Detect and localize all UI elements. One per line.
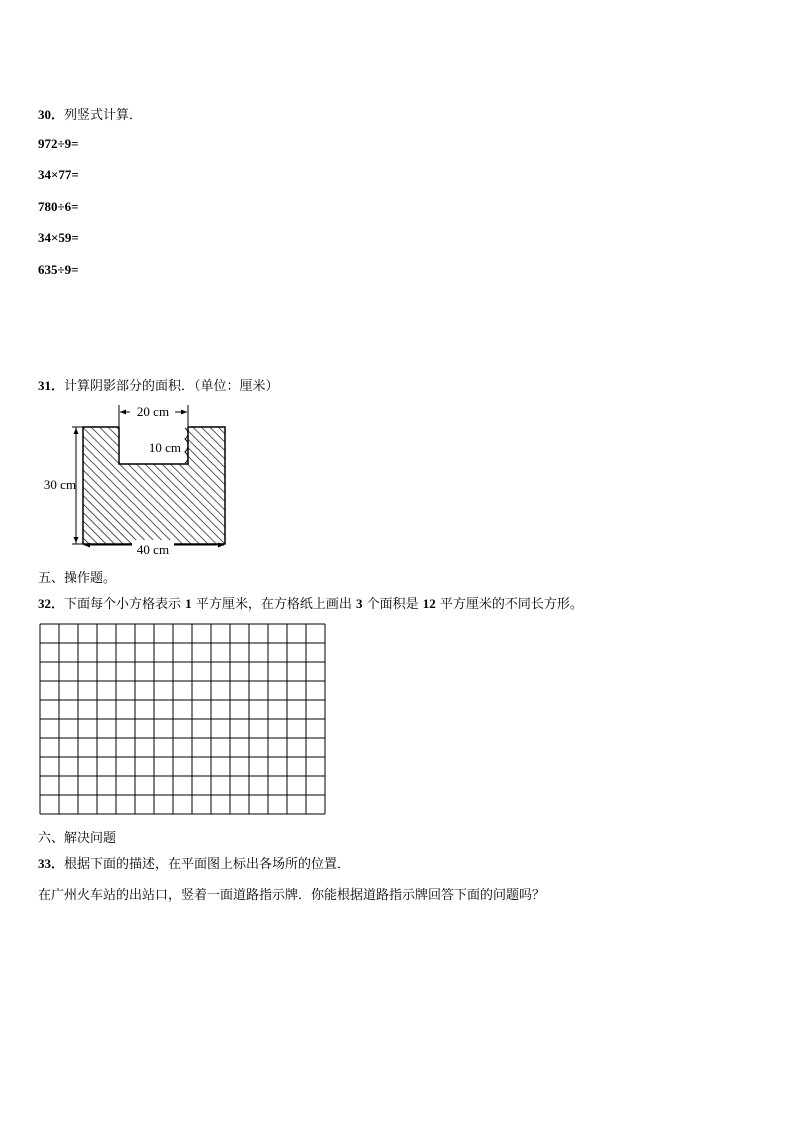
q30-title: 列竖式计算．: [64, 108, 143, 123]
q32-text-a: 下面每个小方格表示: [64, 597, 182, 612]
top-dim-arrow-right: [181, 410, 187, 415]
left-dim-arrow-bottom: [74, 537, 79, 543]
label-width: 40 cm: [136, 542, 170, 557]
label-height: 30 cm: [43, 477, 77, 492]
top-dim-arrow-left: [120, 410, 126, 415]
q30-item-4: 34×59=: [38, 230, 79, 245]
left-dim-arrow-top: [74, 428, 79, 434]
q33-heading: [38, 853, 350, 872]
q32-number: 32．: [38, 596, 65, 611]
q30-item-1: 972÷9=: [38, 136, 79, 151]
q30-item-2: 34×77=: [38, 167, 79, 182]
q31-number: 31．: [38, 378, 65, 393]
q33-title: 根据下面的描述，在平面图上标出各场所的位置．: [64, 857, 351, 872]
section-6-title: 六、解决问题: [38, 831, 117, 846]
label-top-width: 20 cm: [136, 404, 170, 419]
shaded-area-figure: [38, 400, 238, 558]
q32-text-d: 平方厘米的不同长方形。: [439, 597, 583, 612]
q33-number: 33．: [38, 856, 65, 871]
q32-heading: [38, 593, 583, 612]
section-5-title: 五、操作题。: [38, 571, 117, 586]
q31-heading: [38, 375, 279, 394]
q32-n3: 12: [422, 596, 436, 611]
q32-n2: 3: [355, 596, 363, 611]
q31-title: 计算阴影部分的面积．（单位：厘米）: [64, 379, 279, 394]
q32-text-b: 平方厘米，在方格纸上画出: [195, 597, 352, 612]
q30-item-5: 635÷9=: [38, 262, 79, 277]
q32-n1: 1: [185, 596, 192, 611]
q32-text-c: 个面积是: [366, 597, 419, 612]
q33-text: 在广州火车站的出站口，竖着一面道路指示牌．你能根据道路指示牌回答下面的问题吗？: [38, 888, 546, 903]
q30-heading: [38, 104, 142, 123]
q30-item-3: 780÷6=: [38, 199, 79, 214]
q30-number: 30．: [38, 107, 65, 122]
label-notch-height: 10 cm: [148, 440, 181, 455]
square-grid[interactable]: [38, 622, 328, 816]
